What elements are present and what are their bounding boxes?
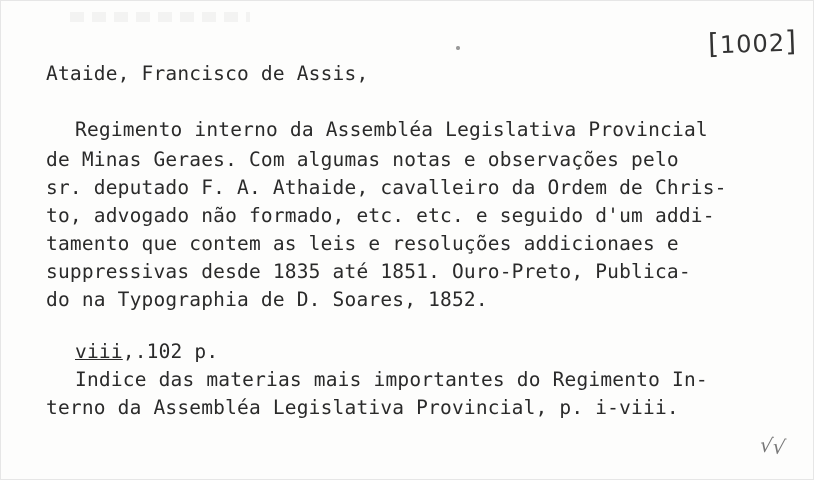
title-line-1: Regimento interno da Assembléa Legislativa Provincial — [75, 118, 708, 141]
note-line-2: terno da Assembléa Legislativa Provincial, p. i-viii. — [46, 396, 679, 419]
faint-header-marks — [70, 12, 250, 22]
collation-prelims: viii — [75, 340, 123, 363]
note-line-1: Indice das materias mais importantes do Regimento In- — [75, 368, 708, 391]
collation-pages: ,.102 p. — [122, 340, 219, 363]
author-heading: Ataide, Francisco de Assis, — [46, 62, 369, 85]
collation-line — [75, 340, 218, 364]
title-line-7: do na Typographia de D. Soares, 1852. — [46, 288, 488, 311]
title-line-6: suppressivas desde 1835 até 1851. Ouro-Preto, Publica- — [46, 260, 691, 283]
title-line-3: sr. deputado F. A. Athaide, cavalleiro da Ordem de Chris- — [46, 176, 727, 199]
title-line-5: tamento que contem as leis e resoluções addicionaes e — [46, 232, 679, 255]
checkmark-icon: √√ — [758, 432, 788, 460]
ink-dot — [456, 46, 460, 50]
card-number: [1002] — [707, 24, 798, 61]
title-line-4: to, advogado não formado, etc. etc. e seguido d'um addi- — [46, 204, 715, 227]
title-line-2: de Minas Geraes. Com algumas notas e observações pelo — [46, 148, 679, 171]
card-number-value: 1002 — [719, 28, 786, 60]
